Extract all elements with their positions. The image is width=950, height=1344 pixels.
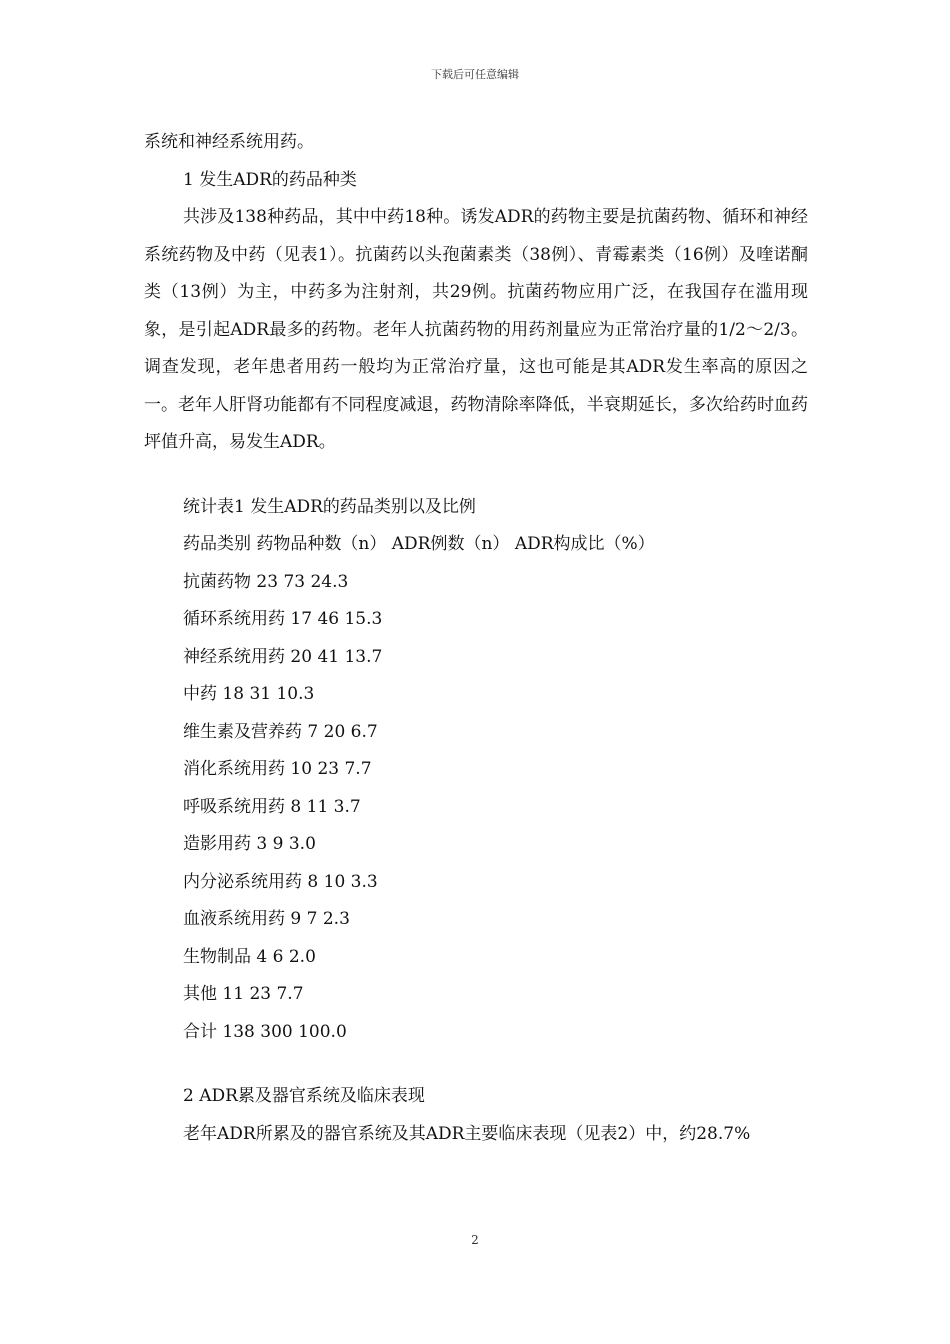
table-row: 循环系统用药 17 46 15.3 <box>183 609 383 629</box>
table-row: 造影用药 3 9 3.0 <box>183 834 316 854</box>
document-body <box>144 124 808 1153</box>
table-header: 药品类别 药物品种数（n） ADR例数（n） ADR构成比（%） <box>183 534 655 554</box>
table-row: 合计 138 300 100.0 <box>183 1021 347 1042</box>
table-row: 呼吸系统用药 8 11 3.7 <box>183 796 361 817</box>
section-heading-1: 1 发生ADR的药品种类 <box>183 169 357 190</box>
table-row: 神经系统用药 20 41 13.7 <box>183 646 383 667</box>
section-heading-2: 2 ADR累及器官系统及临床表现 <box>183 1086 425 1106</box>
paragraph-2-start: 老年ADR所累及的器官系统及其ADR主要临床表现（见表2）中，约28.7% <box>183 1123 751 1144</box>
continued-line: 系统和神经系统用药。 <box>144 132 314 152</box>
table-row: 中药 18 31 10.3 <box>183 684 315 704</box>
table-row: 消化系统用药 10 23 7.7 <box>183 759 372 779</box>
page-header: 下载后可任意编辑 <box>431 68 519 81</box>
table-rows <box>144 564 808 1052</box>
paragraph-1: 共涉及138种药品，其中中药18种。诱发ADR的药物主要是抗菌药物、循环和神经系统药物及中药（见表1）。抗菌药以头孢菌素类（38例）、青霉素类（16例）及喹诺酮类（13例）为主，中药多为注射剂，共29例。抗菌药物应用广泛，在我国存在滥用现象，是引起ADR最多的药物。老年人抗菌药物的用药剂量应为正常治疗量的1/2～2/3。调查发现，老年患者用药一般均为正常治疗量，这也可能是其ADR发生率高的原因之一。老年人肝肾功能都有不同程度减退，药物清除率降低，半衰期延长，多次给药时血药坪值升高，易发生ADR。 <box>144 207 808 452</box>
table-row: 抗菌药物 23 73 24.3 <box>183 571 349 592</box>
table-row: 血液系统用药 9 7 2.3 <box>183 909 350 929</box>
table-row: 内分泌系统用药 8 10 3.3 <box>183 871 378 892</box>
page-number: 2 <box>471 1233 479 1247</box>
table-title: 统计表1 发生ADR的药品类别以及比例 <box>183 496 476 517</box>
table-row: 其他 11 23 7.7 <box>183 984 304 1004</box>
table-row: 维生素及营养药 7 20 6.7 <box>183 721 378 742</box>
table-row: 生物制品 4 6 2.0 <box>183 946 316 967</box>
